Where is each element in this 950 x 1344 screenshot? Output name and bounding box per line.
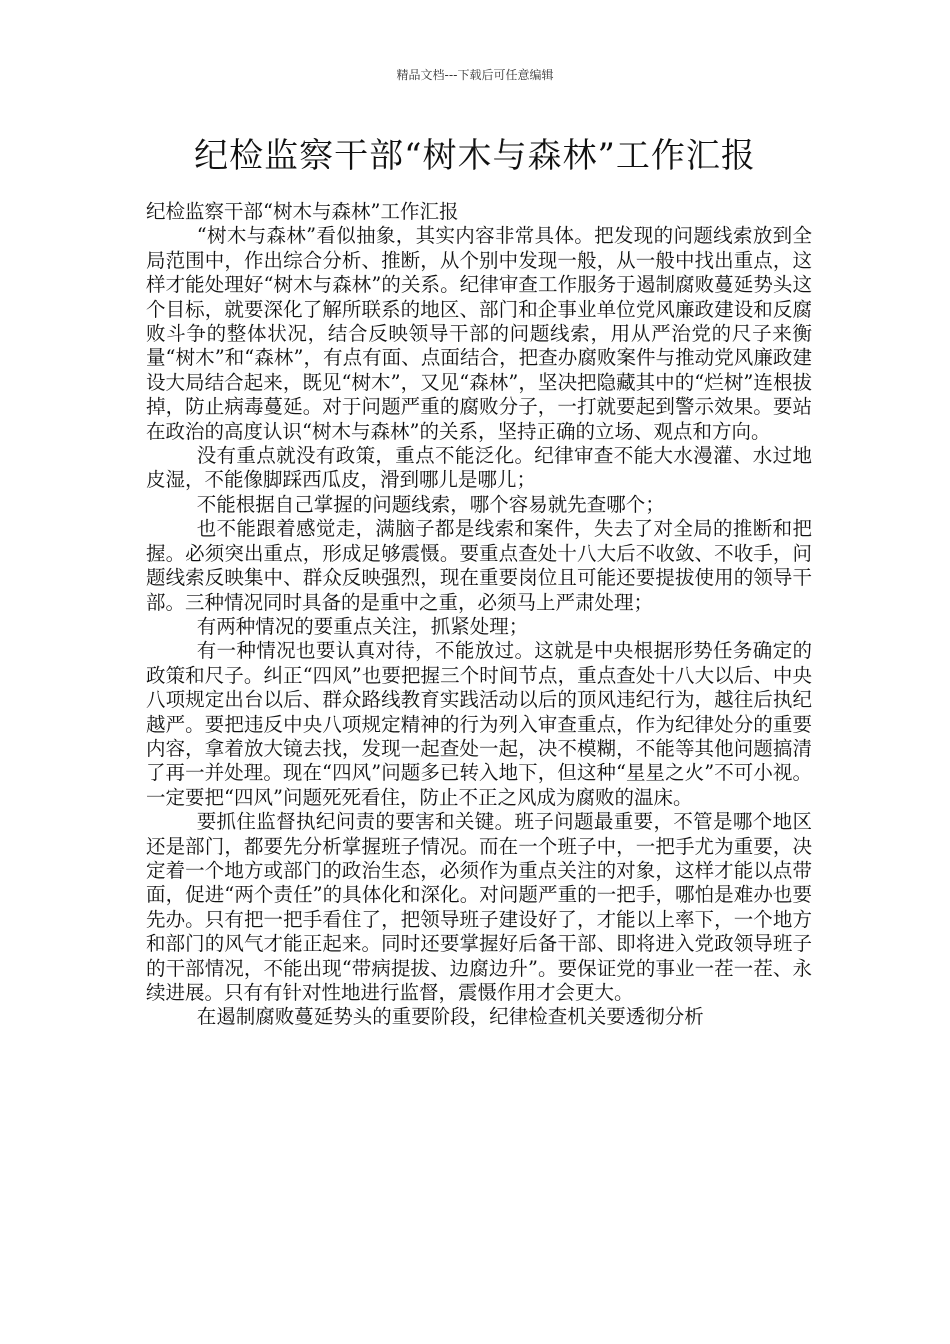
paragraph: 有两种情况的要重点关注，抓紧处理； [196,614,529,638]
paragraph: “树木与森林”看似抽象，其实内容非常具体。把发现的问题线索放到全局范围中，作出综合分析、推断，从个别中发现一般，从一般中找出重点，这样才能处理好“树木与森林”的关系。纪律审查工作服务于遏制腐败蔓延势头这个目标，就要深化了解所联系的地区、部门和企事业单位党风廉政建设和反腐败斗争的整体状况，结合反映领导干部的问题线索，用从严治党的尺子来衡量“树木”和“森林”，有点有面、点面结合，把查办腐败案件与推动党风廉政建设大局结合起来，既见“树木”，又见“森林”，坚决把隐藏其中的“烂树”连根拔掉，防止病毒蔓延。对于问题严重的腐败分子，一打就要起到警示效果。要站在政治的高度认识“树木与森林”的关系，坚持正确的立场、观点和方向。 [146,224,812,443]
paragraph: 没有重点就没有政策，重点不能泛化。纪律审查不能大水漫灌、水过地皮湿，不能像脚踩西瓜皮，滑到哪儿是哪儿； [146,444,812,492]
document-body [146,200,812,1030]
document-subtitle: 纪检监察干部“树木与森林”工作汇报 [146,200,459,223]
paragraph: 有一种情况也要认真对待，不能放过。这就是中央根据形势任务确定的政策和尺子。纠正“四风”也要把握三个时间节点，重点查处十八大以后、中央八项规定出台以后、群众路线教育实践活动以后的顶风违纪行为，越往后执纪越严。要把违反中央八项规定精神的行为列入审查重点，作为纪律处分的重要内容，拿着放大镜去找，发现一起查处一起，决不模糊，不能等其他问题搞清了再一并处理。现在“四风”问题多已转入地下，但这种“星星之火”不可小视。一定要把“四风”问题死死看住，防止不正之风成为腐败的温床。 [146,639,812,809]
paragraph: 也不能跟着感觉走，满脑子都是线索和案件，失去了对全局的推断和把握。必须突出重点，形成足够震慑。要重点查处十八大后不收敛、不收手，问题线索反映集中、群众反映强烈，现在重要岗位且可能还要提拔使用的领导干部。三种情况同时具备的是重中之重，必须马上严肃处理； [146,517,812,614]
paragraph: 不能根据自己掌握的问题线索，哪个容易就先查哪个； [196,492,665,516]
header-note: 精品文档---下载后可任意编辑 [396,68,554,82]
paragraph: 在遏制腐败蔓延势头的重要阶段，纪律检查机关要透彻分析 [196,1005,704,1029]
paragraph: 要抓住监督执纪问责的要害和关键。班子问题最重要，不管是哪个地区还是部门，都要先分析掌握班子情况。而在一个班子中，一把手尤为重要，决定着一个地方或部门的政治生态，必须作为重点关注的对象，这样才能以点带面，促进“两个责任”的具体化和深化。对问题严重的一把手，哪怕是难办也要先办。只有把一把手看住了，把领导班子建设好了，才能以上率下，一个地方和部门的风气才能正起来。同时还要掌握好后备干部、即将进入党政领导班子的干部情况，不能出现“带病提拔、边腐边升”。要保证党的事业一茬一茬、永续进展。只有有针对性地进行监督，震慑作用才会更大。 [146,810,812,1004]
document-title: 纪检监察干部“树木与森林”工作汇报 [194,136,756,176]
